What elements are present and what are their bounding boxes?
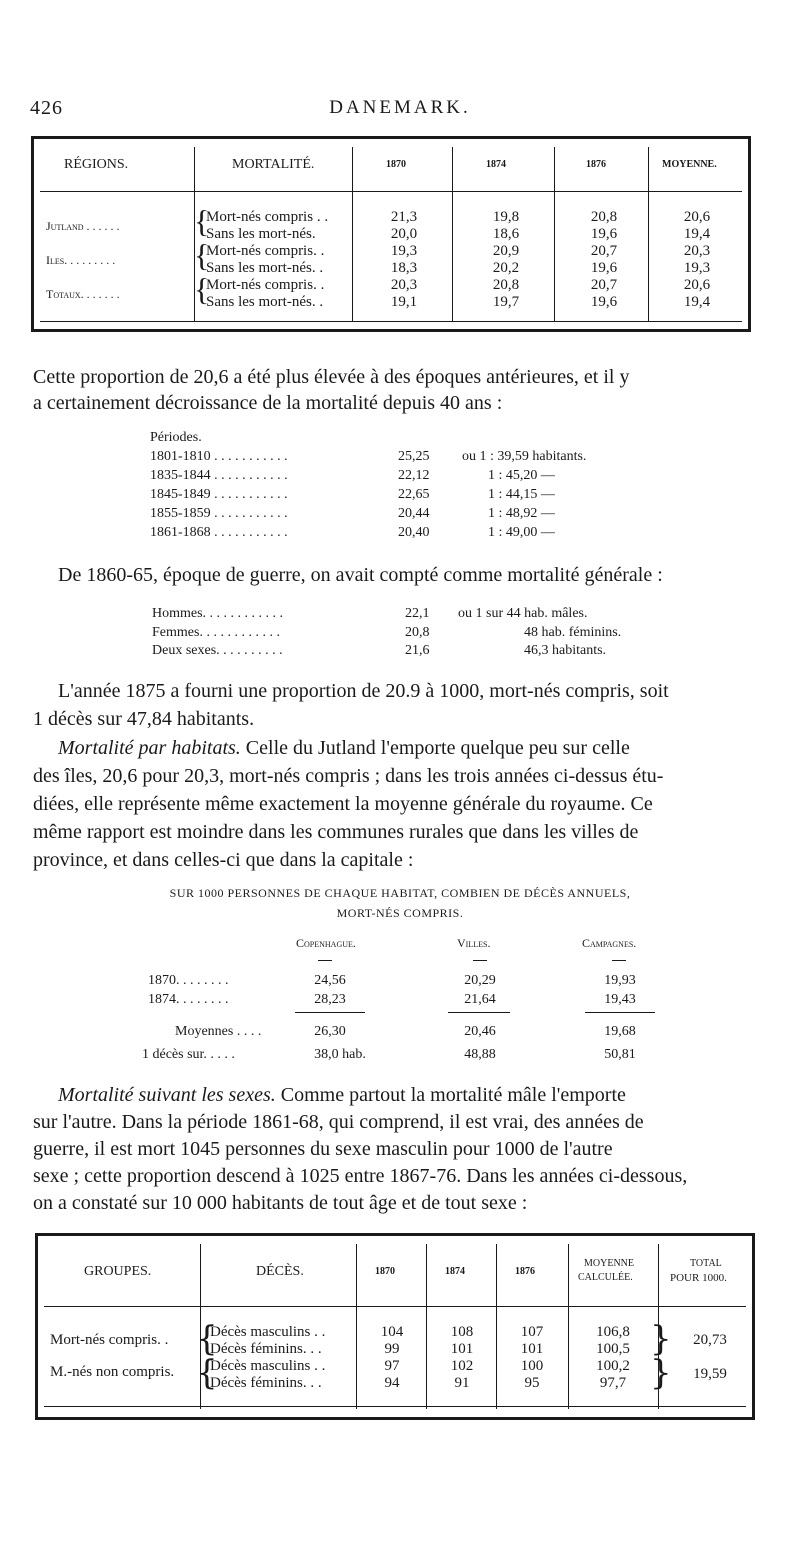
group-label: M.-nés non compris.	[50, 1364, 175, 1380]
cell-value: 19,8	[492, 209, 520, 225]
period-label: 1855-1859 . . . . . . . . . . .	[150, 506, 288, 521]
period-rate: 22,65	[398, 487, 430, 502]
row-label: Décès féminins. . .	[210, 1375, 322, 1391]
paragraph-line: L'année 1875 a fourni une proportion de 20.9 à 1000, mort-nés compris, soit	[58, 680, 669, 702]
period-label: 1861-1868 . . . . . . . . . . .	[150, 525, 288, 540]
sex-label: Femmes. . . . . . . . . . . .	[152, 625, 280, 640]
cell-value: 38,0 hab.	[314, 1047, 366, 1062]
total-value: 20,73	[693, 1332, 727, 1348]
paragraph-line: De 1860-65, époque de guerre, on avait compté comme mortalité générale :	[58, 564, 663, 586]
row-label: Mort-nés compris. .	[206, 277, 325, 293]
col-1870: 1870	[386, 159, 406, 170]
cell-value: 19,1	[390, 294, 418, 310]
habitat-per-label: 1 décès sur. . . . .	[142, 1047, 235, 1062]
col-mortalite: MORTALITÉ.	[232, 157, 315, 172]
habitats-title: SUR 1000 PERSONNES DE CHAQUE HABITAT, COMBIEN DE DÉCÈS ANNUELS,	[169, 886, 631, 900]
period-ratio: 1 : 44,15 —	[488, 487, 555, 502]
cell-value: 20,29	[464, 973, 496, 988]
row-label: Sans les mort-nés.	[206, 226, 316, 242]
cell-value: 19,6	[590, 226, 618, 242]
cell-value: 106,8	[596, 1324, 630, 1340]
cell-value: 19,4	[683, 226, 711, 242]
paragraph-line: province, et dans celles-ci que dans la capitale :	[33, 849, 414, 871]
cell-value: 102	[450, 1358, 474, 1374]
habitat-avg-label: Moyennes . . . .	[175, 1024, 262, 1039]
page-number: 426	[30, 97, 63, 119]
sex-label: Hommes. . . . . . . . . . . .	[152, 606, 284, 621]
period-ratio: 1 : 45,20 —	[488, 468, 555, 483]
sex-ratio: 46,3 habitants.	[524, 643, 607, 658]
cell-value: 19,6	[590, 260, 618, 276]
cell-value: 48,88	[464, 1047, 496, 1062]
cell-value: 97,7	[599, 1375, 627, 1391]
col-moyenne: MOYENNE.	[662, 159, 717, 170]
cell-value: 50,81	[604, 1047, 636, 1062]
habitat-row-label: 1870. . . . . . . .	[148, 973, 229, 988]
paragraph-line: guerre, il est mort 1045 personnes du sexe masculin pour 1000 de l'autre	[33, 1138, 613, 1160]
paragraph-line: a certainement décroissance de la mortalité depuis 40 ans :	[33, 392, 503, 414]
col-villes: Villes.	[457, 936, 491, 950]
cell-value: 21,64	[464, 992, 496, 1007]
cell-value: 21,3	[390, 209, 418, 225]
cell-value: 28,23	[314, 992, 346, 1007]
section-lead: Mortalité suivant les sexes.	[58, 1084, 276, 1106]
row-label: Mort-nés compris. .	[206, 243, 325, 259]
col-1876: 1876	[586, 159, 606, 170]
sex-ratio: 48 hab. féminins.	[524, 625, 622, 640]
period-ratio: 1 : 49,00 —	[488, 525, 555, 540]
row-label: Sans les mort-nés. .	[206, 260, 324, 276]
col-1876: 1876	[515, 1266, 535, 1277]
cell-value: 94	[384, 1375, 400, 1391]
sex-rate: 22,1	[405, 606, 430, 621]
habitat-row-label: 1874. . . . . . . .	[148, 992, 229, 1007]
col-copenhague: Copenhague.	[296, 936, 356, 950]
sex-rate: 21,6	[405, 643, 430, 658]
row-label: Décès féminins. . .	[210, 1341, 322, 1357]
cell-value: 18,6	[492, 226, 520, 242]
cell-value: 20,9	[492, 243, 520, 259]
paragraph-line: des îles, 20,6 pour 20,3, mort-nés compris ; dans les trois années ci-dessus étu-	[33, 765, 664, 787]
cell-value: 20,3	[683, 243, 711, 259]
cell-value: 19,93	[604, 973, 636, 988]
cell-value: 100,5	[596, 1341, 630, 1357]
cell-value: 91	[454, 1375, 470, 1391]
period-rate: 22,12	[398, 468, 430, 483]
row-label: Mort-nés compris . .	[206, 209, 329, 225]
cell-value: 20,2	[492, 260, 520, 276]
cell-value: 107	[520, 1324, 544, 1340]
cell-value: 101	[520, 1341, 544, 1357]
cell-value: 19,4	[683, 294, 711, 310]
sexes-table: GROUPES. DÉCÈS. 1870 1874 1876 MOYENNE CALCULÉE. TOTAL POUR 1000. Mort-nés compris. . M.-nés non compris. { { Décès masculins . . Décès féminins. . . Décès masculins . . Décès féminins. . . 104 108 107 106,8 99 101 101 100,5 97 102 100 100,2 94 91 95 97,7 } } 20,73 19,59	[35, 1233, 755, 1420]
row-label: Décès masculins . .	[210, 1358, 326, 1374]
cell-value: 24,56	[314, 973, 346, 988]
period-label: 1845-1849 . . . . . . . . . . .	[150, 487, 288, 502]
paragraph-line: diées, elle représente même exactement la moyenne générale du royaume. Ce	[33, 793, 653, 815]
col-pour-1000: POUR 1000.	[670, 1272, 727, 1284]
periods-heading: Périodes.	[150, 430, 202, 445]
period-rate: 20,40	[398, 525, 430, 540]
row-label: Sans les mort-nés. .	[206, 294, 324, 310]
cell-value: 100,2	[596, 1358, 630, 1374]
cell-value: 108	[450, 1324, 474, 1340]
col-1870: 1870	[375, 1266, 395, 1277]
cell-value: 20,8	[590, 209, 618, 225]
page-title: DANEMARK.	[329, 97, 471, 118]
cell-value: 19,6	[590, 294, 618, 310]
period-rate: 20,44	[398, 506, 430, 521]
col-moyenne: MOYENNE	[584, 1258, 634, 1269]
cell-value: 20,7	[590, 277, 618, 293]
cell-value: 20,8	[492, 277, 520, 293]
col-regions: RÉGIONS.	[64, 157, 129, 172]
cell-value: 20,6	[683, 277, 711, 293]
col-campagnes: Campagnes.	[582, 936, 637, 950]
paragraph-line: même rapport est moindre dans les communes rurales que dans les villes de	[33, 821, 639, 843]
period-label: 1835-1844 . . . . . . . . . . .	[150, 468, 288, 483]
cell-value: 20,7	[590, 243, 618, 259]
cell-value: 18,3	[390, 260, 418, 276]
region-jutland: Jutland . . . . . .	[46, 219, 120, 233]
paragraph-line: Mortalité suivant les sexes. Comme partout la mortalité mâle l'emporte	[58, 1084, 626, 1106]
cell-value: 95	[524, 1375, 540, 1391]
sex-rate: 20,8	[405, 625, 430, 640]
paragraph-line: sexe ; cette proportion descend à 1025 entre 1867-76. Dans les années ci-dessous,	[33, 1165, 688, 1187]
cell-value: 19,3	[390, 243, 418, 259]
regions-table: RÉGIONS. MORTALITÉ. 1870 1874 1876 MOYENNE. Jutland . . . . . . Iles. . . . . . . . . Totaux. . . . . . . { { { Mort-nés compris . . Sans les mort-nés. Mort-nés compris. . Sans les mort-nés. . Mort-nés compris. . Sans les mort-nés. . 21,3 19,8 20,8 20,6 20,0 18,6 19,6 19,4 19,3 20,9 20,7 20,3 18,3 20,2 19,6 19,3 20,3 20,8 20,7 20,6 19,1 19,7 19,6 19,4	[31, 136, 751, 332]
habitats-subtitle: MORT-NÉS COMPRIS.	[336, 906, 464, 920]
period-label: 1801-1810 . . . . . . . . . . .	[150, 449, 288, 464]
cell-value: 99	[384, 1341, 400, 1357]
col-deces: DÉCÈS.	[256, 1264, 304, 1279]
period-rate: 25,25	[398, 449, 430, 464]
period-ratio: ou 1 : 39,59 habitants.	[462, 449, 587, 464]
region-iles: Iles. . . . . . . . .	[46, 253, 116, 267]
cell-value: 19,43	[604, 992, 636, 1007]
col-1874: 1874	[445, 1266, 465, 1277]
cell-value: 26,30	[314, 1024, 346, 1039]
paragraph-line: sur l'autre. Dans la période 1861-68, qui comprend, il est vrai, des années de	[33, 1111, 644, 1133]
sex-ratio: ou 1 sur 44 hab. mâles.	[458, 606, 588, 621]
cell-value: 97	[384, 1358, 400, 1374]
section-lead: Mortalité par habitats.	[58, 737, 241, 759]
cell-value: 20,46	[464, 1024, 496, 1039]
paragraph-line: on a constaté sur 10 000 habitants de tout âge et de tout sexe :	[33, 1192, 528, 1214]
cell-value: 20,6	[683, 209, 711, 225]
col-total: TOTAL	[690, 1258, 722, 1269]
cell-value: 20,3	[390, 277, 418, 293]
col-groupes: GROUPES.	[84, 1264, 152, 1279]
col-calculee: CALCULÉE.	[578, 1272, 633, 1283]
paragraph-line: Cette proportion de 20,6 a été plus élevée à des époques antérieures, et il y	[33, 366, 630, 388]
group-label: Mort-nés compris. .	[50, 1332, 169, 1348]
cell-value: 100	[520, 1358, 544, 1374]
paragraph-line: Mortalité par habitats. Celle du Jutland l'emporte quelque peu sur celle	[58, 737, 630, 759]
row-label: Décès masculins . .	[210, 1324, 326, 1340]
cell-value: 19,7	[492, 294, 520, 310]
sex-label: Deux sexes. . . . . . . . . .	[152, 643, 283, 658]
period-ratio: 1 : 48,92 —	[488, 506, 555, 521]
region-totaux: Totaux. . . . . . .	[46, 287, 120, 301]
cell-value: 101	[450, 1341, 474, 1357]
col-1874: 1874	[486, 159, 506, 170]
cell-value: 19,3	[683, 260, 711, 276]
cell-value: 104	[380, 1324, 404, 1340]
cell-value: 20,0	[390, 226, 418, 242]
cell-value: 19,68	[604, 1024, 636, 1039]
total-value: 19,59	[693, 1366, 727, 1382]
paragraph-line: 1 décès sur 47,84 habitants.	[33, 708, 255, 730]
